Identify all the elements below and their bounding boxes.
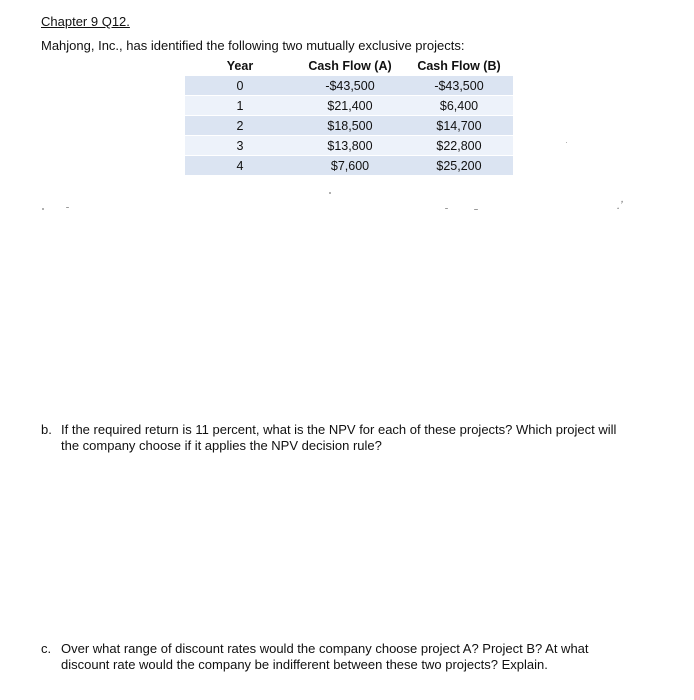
header-cash-flow-a: Cash Flow (A) xyxy=(295,56,405,76)
question-b-letter: b. xyxy=(41,422,52,437)
table-row xyxy=(185,96,513,116)
question-b-line-2: the company choose if it applies the NPV decision rule? xyxy=(61,438,382,453)
cash-flow-a-cell: $7,600 xyxy=(295,156,405,176)
year-cell: 0 xyxy=(185,76,295,96)
year-cell: 1 xyxy=(185,96,295,116)
scan-speck xyxy=(66,207,69,208)
question-b-line-1: If the required return is 11 percent, what is the NPV for each of these projects? Which project will xyxy=(61,422,617,437)
question-c-line-1: Over what range of discount rates would the company choose project A? Project B? At what xyxy=(61,641,589,656)
table-row xyxy=(185,156,513,176)
chapter-heading: Chapter 9 Q12. xyxy=(41,14,130,29)
year-cell: 3 xyxy=(185,136,295,156)
table-row xyxy=(185,76,513,96)
question-c-line-2: discount rate would the company be indifferent between these two projects? Explain. xyxy=(61,657,548,672)
cash-flow-b-cell: $25,200 xyxy=(405,156,513,176)
header-year: Year xyxy=(185,56,295,76)
cash-flow-a-cell: $18,500 xyxy=(295,116,405,136)
scan-speck xyxy=(474,209,478,210)
scan-speck xyxy=(329,192,331,194)
cash-flow-a-cell: -$43,500 xyxy=(295,76,405,96)
question-c-letter: c. xyxy=(41,641,52,656)
cash-flow-b-cell: $22,800 xyxy=(405,136,513,156)
cash-flow-table xyxy=(185,56,513,176)
scan-speck xyxy=(566,142,567,143)
cash-flow-a-cell: $13,800 xyxy=(295,136,405,156)
cash-flow-b-cell: $6,400 xyxy=(405,96,513,116)
year-cell: 2 xyxy=(185,116,295,136)
scan-speck xyxy=(42,208,44,210)
cash-flow-a-cell: $21,400 xyxy=(295,96,405,116)
question-b xyxy=(41,422,661,454)
problem-intro: Mahjong, Inc., has identified the following two mutually exclusive projects: xyxy=(41,38,465,53)
header-cash-flow-b: Cash Flow (B) xyxy=(405,56,513,76)
table-row xyxy=(185,116,513,136)
cash-flow-b-cell: $14,700 xyxy=(405,116,513,136)
cash-flow-b-cell: -$43,500 xyxy=(405,76,513,96)
question-c xyxy=(41,641,661,673)
scan-mark-icon: .ʼ xyxy=(617,200,623,212)
year-cell: 4 xyxy=(185,156,295,176)
table-row xyxy=(185,136,513,156)
table-header-row xyxy=(185,56,513,76)
scan-speck xyxy=(445,208,448,209)
